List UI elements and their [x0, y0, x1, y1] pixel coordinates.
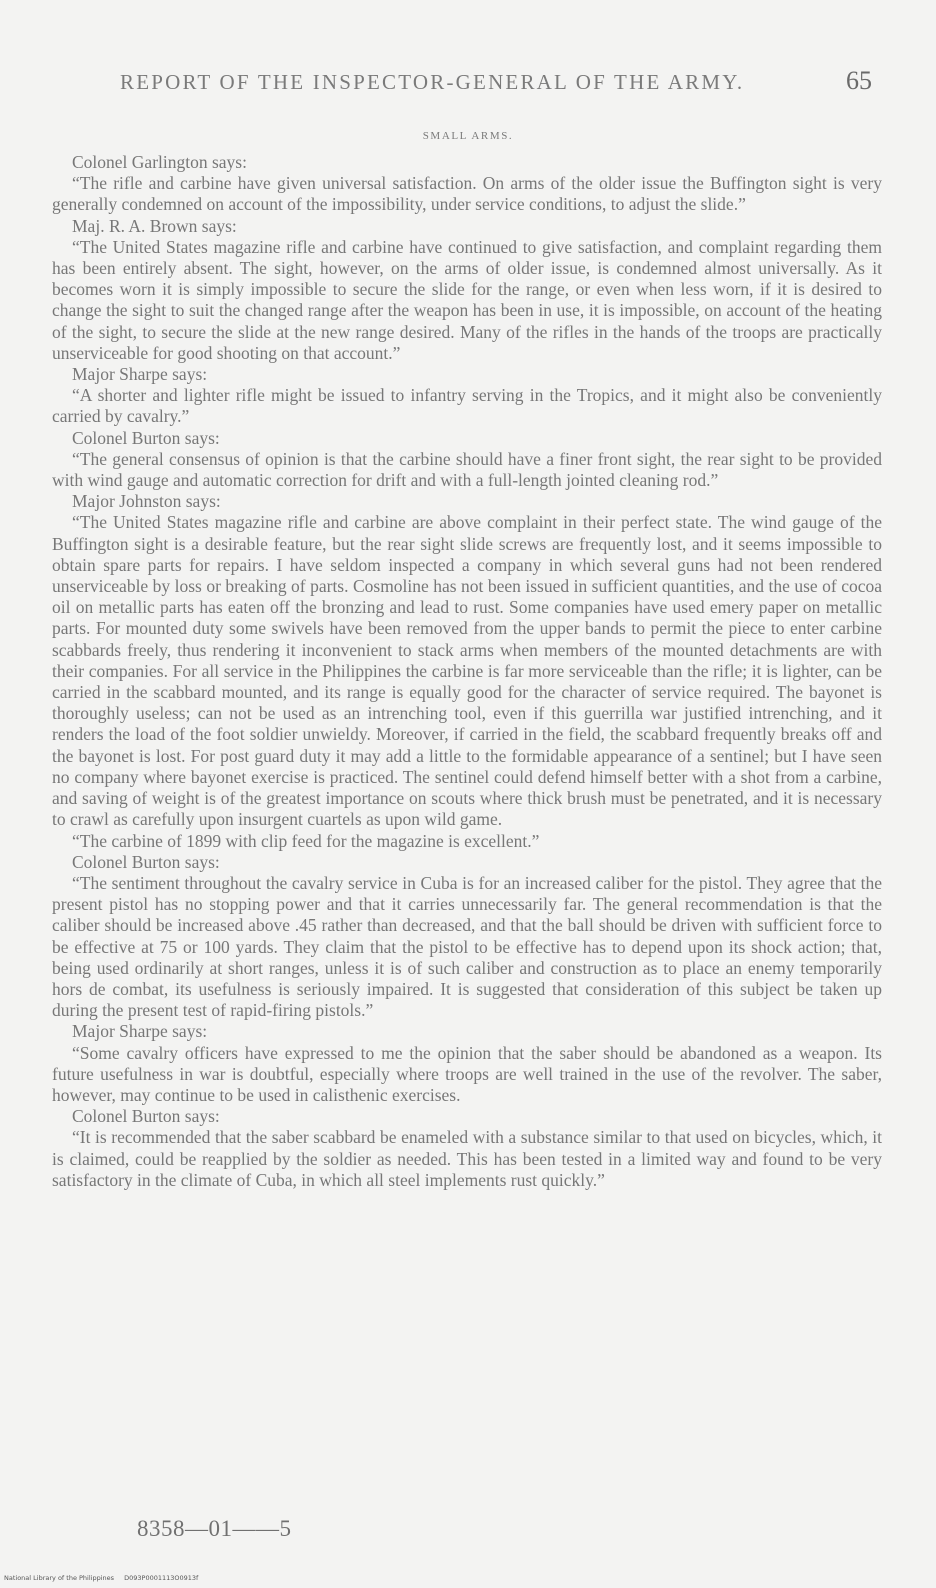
library-credit: National Library of the Philippines [4, 1574, 115, 1582]
body-text [52, 152, 882, 1191]
page-number: 65 [846, 66, 872, 95]
quote-paragraph: “Some cavalry officers have expressed to me the opinion that the saber should be abandoned as a weapon. Its future usefulness in war is doubtful, especially where troops are well trained in the use of the revolver. The saber, however, may continue to be used in calisthenic exercises. [52, 1042, 882, 1105]
speaker-line: Maj. R. A. Brown says: [72, 215, 237, 236]
section-title: SMALL ARMS. [422, 130, 514, 142]
scan-footer [4, 1574, 206, 1582]
speaker-line: Colonel Burton says: [72, 427, 220, 448]
running-head: REPORT OF THE INSPECTOR-GENERAL OF THE ARMY. [120, 70, 745, 94]
speaker-line: Colonel Burton says: [72, 851, 220, 872]
quote-paragraph: “It is recommended that the saber scabbard be enameled with a substance similar to that used on bicycles, which, it is claimed, could be reapplied by the soldier as needed. This has been tested in a limited way and found to be very satisfactory in the climate of Cuba, in which all steel implements rust quickly.” [52, 1127, 882, 1190]
quote-paragraph: “The United States magazine rifle and carbine have continued to give satisfaction, and complaint regarding them has been entirely absent. The sight, however, on the arms of older issue, is condemned almost universally. As it becomes worn it is simply impossible to secure the slide for the range, or even when less worn, if it is desired to change the sight to suit the changed range after the weapon has been in use, it is impossible, on account of the heating of the sight, to secure the slide at the new range desired. Many of the rifles in the hands of the troops are practically unserviceable for good shooting on that account.” [52, 236, 882, 363]
scan-identifier: D093P0001113O0913f [124, 1574, 199, 1582]
quote-paragraph: “The rifle and carbine have given universal satisfaction. On arms of the older issue the Buffington sight is very generally condemned on account of the impossibility, under service conditions, to adjust the slide.” [52, 173, 882, 215]
quote-paragraph: “A shorter and lighter rifle might be issued to infantry serving in the Tropics, and it might also be conveniently carried by cavalry.” [52, 385, 882, 427]
speaker-line: Major Sharpe says: [72, 364, 208, 385]
speaker-line: Major Johnston says: [72, 491, 221, 512]
signature-line: 8358—01——5 [137, 1516, 292, 1541]
speaker-line: Colonel Burton says: [72, 1106, 220, 1127]
quote-paragraph: “The United States magazine rifle and carbine are above complaint in their perfect state. The wind gauge of the Buffington sight is a desirable feature, but the rear sight slide screws are frequently lost, and it seems impossible to obtain spare parts for repairs. I have seldom inspected a company in which several guns had not been rendered unserviceable by loss or breaking of parts. Cosmoline has not been issued in sufficient quantities, and the use of cocoa oil on metallic parts has eaten off the bronzing and lead to rust. Some companies have used emery paper on metallic parts. For mounted duty some swivels have been removed from the upper bands to permit the piece to enter carbine scabbards freely, thus rendering it inconvenient to stack arms when members of the mounted detachments are with their companies. For all service in the Philippines the carbine is far more serviceable than the rifle; it is lighter, can be carried in the scabbard mounted, and its range is equally good for the character of service required. The bayonet is thoroughly useless; can not be used as an intrenching tool, even if this guerrilla war justified intrenching, and it renders the load of the foot soldier unwieldy. Moreover, if carried in the field, the scabbard frequently breaks off and the bayonet is lost. For post guard duty it may add a little to the formidable appearance of a sentinel; but I have seen no company where bayonet exercise is practiced. The sentinel could defend himself better with a shot from a carbine, and saving of weight is of the greatest importance on scouts where thick brush must be penetrated, and it is necessary to crawl as carefully upon insurgent cuartels as upon wild game. [52, 512, 882, 830]
quote-paragraph: “The sentiment throughout the cavalry service in Cuba is for an increased caliber for the pistol. They agree that the present pistol has no stopping power and that it carries unnecessarily far. The general recommendation is that the caliber should be increased above .45 rather than decreased, and that the ball should be driven with sufficient force to be effective at 75 or 100 yards. They claim that the pistol to be effective has to depend upon its shock action; that, being used ordinarily at short ranges, unless it is of such caliber and construction as to place an enemy temporarily hors de combat, its usefulness is seriously impaired. It is suggested that consideration of this subject be taken up during the present test of rapid-firing pistols.” [52, 872, 882, 1021]
speaker-line: Major Sharpe says: [72, 1021, 208, 1042]
quote-paragraph: “The carbine of 1899 with clip feed for the magazine is excellent.” [72, 830, 540, 851]
quote-paragraph: “The general consensus of opinion is that the carbine should have a finer front sight, the rear sight to be provided with wind gauge and automatic correction for drift and with a full-length jointed cleaning rod.” [52, 448, 882, 491]
speaker-line: Colonel Garlington says: [72, 152, 247, 172]
